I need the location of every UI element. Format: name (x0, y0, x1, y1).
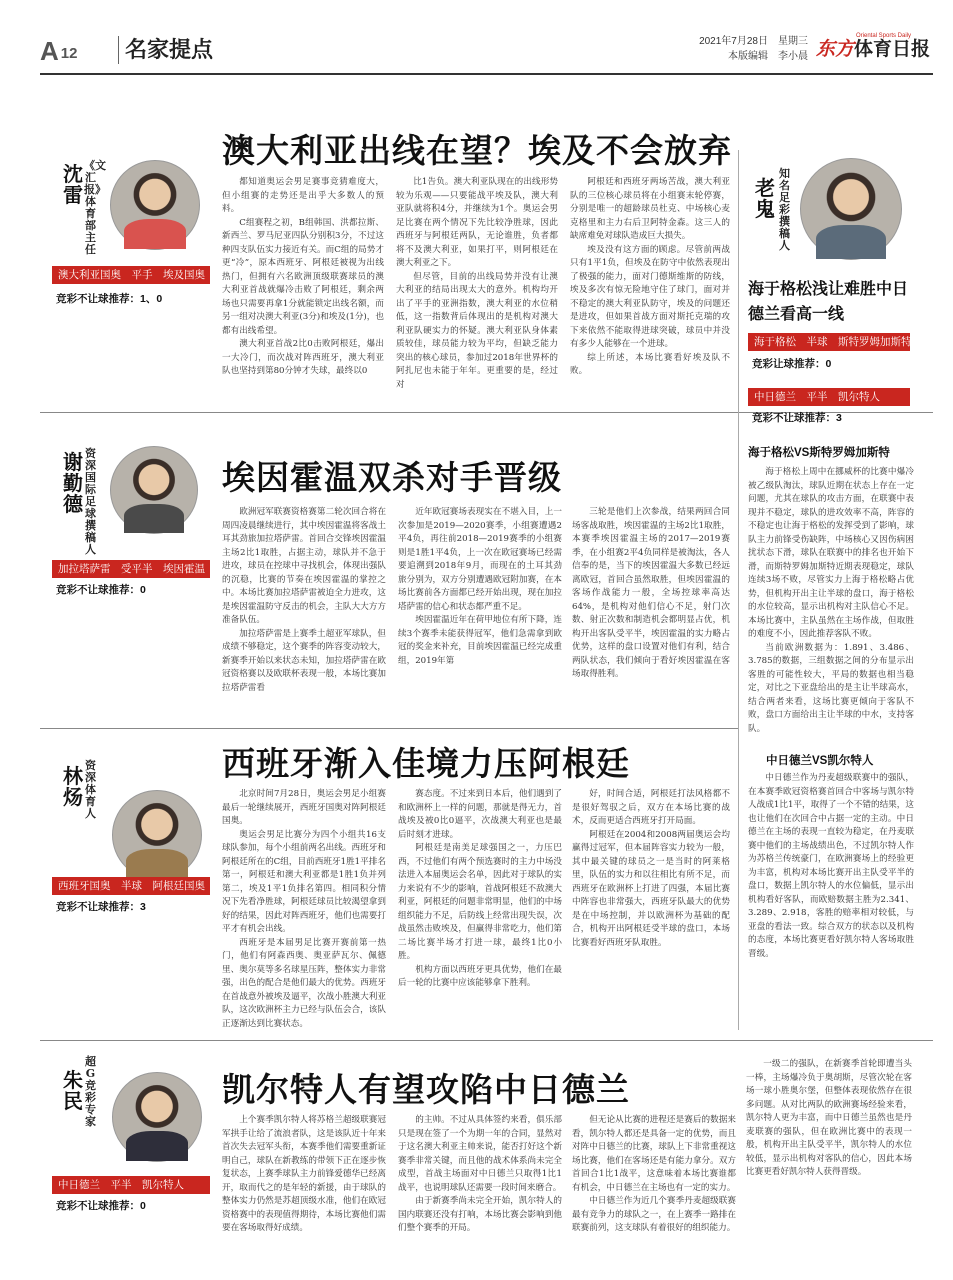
pick-label: 竞彩不让球推荐：0 (56, 584, 146, 596)
logo-east: 东方 (816, 39, 855, 60)
author-photo (110, 160, 200, 250)
article-column: 北京时间7月28日，奥运会男足小组赛最后一轮继续展开，西班牙国奥对阵阿根廷国奥。 奥运会男足比赛分为四个小组共16支球队参加，每个小组前两名出线。西班牙和阿根廷所在的C组，目前西班牙1胜1平排名第一，阿根廷和澳大利亚都是1胜1负并列第二，埃及1平1负排名第四。相同积分情况下先看净胜球，阿根廷球员比较渴望拿到好的结果，因此对阵西班牙，他们也需要打平才有机会出线。 西班牙是本届男足比赛开赛前第一热门，他们有阿森西奥、奥亚萨瓦尔、佩德里、奥尔莫等多名球星压阵，整体实力非常强，出色的配合是他们最大的优势。西班牙在首战意外被埃及逼平，次战小胜澳大利亚队，这次欧洲杯主力已经与队伍会合，该队正逐渐达到比赛状态。 (222, 789, 386, 1029)
side-subheading: 中日德兰VS凯尔特人 (766, 755, 874, 767)
article-column: 好，时间合适，阿根廷打法风格都不是很好驾驭之后，双方在本场比赛的战术，反而更适合西班牙打开局面。 阿根廷在2004和2008两届奥运会均赢得过冠军，但本届阵容实力较为一般，其中最关键的球员之一是当时的阿莱格里，队伍的实力和以往相比有所不足，而西班牙在欧洲杯上打进了四强，本届比赛中阵容也非常强大，西班牙队最大的优势是在中场控制，并以欧洲杯为基础的配合，机构开出阿根廷受半球的盘口，本场比赛看好西班牙队取胜。 (572, 789, 730, 948)
article-column: 欧洲冠军联赛资格赛第二轮次回合将在周四凌晨继续进行，其中埃因霍温将客战土耳其劲旅加拉塔萨雷。首回合交锋埃因霍温主场2比1取胜，占据主动，球队并不急于进攻，球员在控球中寻找机会，体现出强队的沉稳，比赛的节奏在埃因霍温的掌控之中。本场比赛加拉塔萨雷被迫全力进攻，这是埃因霍温防守反击的机会，主队大大方方准备队伍。 加拉塔萨雷是上赛季土超亚军球队，但成绩不够稳定，这个赛季的阵容变动较大，新赛季开始以来状态未知，加拉塔萨雷在欧冠资格赛以及欧联杯表现一般，本场比赛加拉塔萨雷看 (222, 507, 386, 693)
match-bar: 加拉塔萨雷 受平半 埃因霍温 (52, 560, 210, 578)
side-headline: 海于格松浅让难胜中日德兰看高一线 (748, 279, 909, 323)
side-author-title: 知名足彩撰稿人 (779, 167, 790, 252)
match-bar: 中日德兰 平半 凯尔特人 (52, 1176, 210, 1194)
side-match-bar: 中日德兰 平半 凯尔特人 (748, 388, 910, 406)
pick-label: 竞彩不让球推荐：3 (56, 901, 146, 913)
article-column: 上个赛季凯尔特人将苏格兰超级联赛冠军拱手让给了流浪者队，这是该队近十年来首次失去冠军头衔，本赛季他们需要重新证明自己，球队在新教练的带领下正在逐步恢复状态，上赛季球队主力前锋爱德华已经离开，取而代之的是年轻的新援，由于球队的整体实力仍然是苏超顶级水准，他们在欧冠资格赛中的表现值得期待，本场比赛他们需要在客场取得好成绩。 (222, 1115, 386, 1233)
side-pick-label: 竞彩不让球推荐：3 (752, 412, 842, 424)
side-column: 海于格松上周中在挪威杯的比赛中爆冷被乙级队淘汰，球队近期在状态上存在一定问题，尤其在球队的攻击方面，在联赛中表现并不稳定，球队的进攻效率不高，阵容的不稳定也让海于格松的发挥受到了影响，球队主力前锋受伤缺阵，中场核心又因伤病困扰状态下滑，球队在联赛中的排名也开始下滑，而斯特罗姆加斯特近期表现稳定，球队连续3场不败，尽管实力上海于格松略占优势，但机构开出主让半球的盘口，海于格松的水位较高，显示出机构对主队信心不足。本场比赛中，主队虽然在主场作战，但取胜的难度不小，因此推荐客队不败。 当前欧洲数据为：1.891、3.486、3.785的数据，三组数据之间的分布显示出客胜的可能性较大，平局的数据也相当稳定，对比之下亚盘给出的是主让半球高水，结合两者来看，这场比赛更倾向于客队不败，盘口方面给出主让半球的中水，支持客队。 (748, 467, 914, 734)
section-divider (40, 1040, 933, 1041)
author-title: 《文汇报》体育部主任 (84, 159, 106, 256)
article-headline: 西班牙渐入佳境力压阿根廷 (222, 744, 630, 783)
page-header (40, 30, 933, 70)
page-code: A 12 (40, 36, 78, 66)
section-divider (40, 728, 738, 729)
author-photo (112, 790, 202, 880)
side-author-photo (800, 158, 902, 260)
article-column: 阿根廷和西班牙两场苦战，澳大利亚队的三位核心球员将在小组赛末轮停赛，分别是唯一的超龄球员杜克、中场核心麦克格里和主力右后卫阿特金森。这三人的缺席难免对球队造成巨大损失。 埃及没有这方面的顾虑。尽管前两战只有1平1负，但埃及在防守中依然表现出了极强的能力，面对门德斯维斯的防线，埃及多次有惊无险地守住了球门，面对并不稳定的澳大利亚队防守，埃及的问题还是进攻，但如果首战方面对斯托克瑞的攻下来依然不能取得进球突破，球员中并没有多少人能够在一个进球。 综上所述，本场比赛看好埃及队不败。 (570, 177, 730, 376)
author-name: 林炀 (63, 764, 83, 809)
issue-meta (690, 34, 808, 64)
author-photo (112, 1072, 202, 1162)
side-author-name: 老鬼 (755, 176, 775, 221)
article-column: 比1告负。澳大利亚队现在的出线形势较为乐观——只要能战平埃及队，澳大利亚队就将积4分，并继续为1个。奥运会男足比赛在两个情况下先比较净胜球，因此西班牙与阿根廷两队，无论谁胜，负者都将不及澳大利亚，如果打平，则阿根廷在澳大利亚之下。 但尽管，目前的出线局势并没有让澳大利亚的结局出现太大的意外。机构均开出了平手的亚洲指数，澳大利亚的水位稍低，这一指数背后体现出的是机构对澳大利亚队硬实力的怀疑。澳大利亚队身体素质较佳，球员能力较为平均，但缺乏能力突出的核心球员，参加过2018年世界杯的阿扎尼也未能于年年。更重要的是，经过对 (396, 177, 558, 390)
author-name: 朱民 (63, 1068, 83, 1113)
article-column: 都知道奥运会男足赛事竞猜难度大，但小组赛的走势还是出乎大多数人的预料。 C组赛程之初，B组韩国、洪都拉斯、新西兰、罗马尼亚四队分别积3分，不过这种四支队伍实力接近有关。而C组的局势才更“冷”，原本西班牙、阿根廷被视为出线热门，但拥有六名欧洲顶级联赛球员的澳大利亚首战就爆冷击败了阿根廷，剩余两场也只需要再拿1分就能锁定出线名额，而另一组对决澳大利亚(3分)和埃及(1分)，也都有出线希望。 澳大利亚首战2比0击败阿根廷，爆出一大冷门，而次战对阵西班牙，澳大利亚队也坚持到第80分钟才失球，最终以0 (222, 177, 384, 376)
match-bar: 澳大利亚国奥 平手 埃及国奥 (52, 266, 210, 284)
side-subheading: 海于格松VS斯特罗姆加斯特 (748, 447, 890, 459)
side-pick-label: 竞彩让球推荐：0 (752, 358, 832, 370)
section-title: 名家提点 (118, 36, 213, 64)
article-headline: 澳大利亚出线在望？埃及不会放弃 (222, 131, 732, 170)
article-headline: 埃因霍温双杀对手晋级 (222, 458, 562, 497)
article-column: 近年欧冠赛场表现实在不堪入目，上一次参加是2019—2020赛季，小组赛遭遇2平4负，再往前2018—2019赛季的小组赛则是1胜1平4负，上一次在欧冠赛场已经需要追溯到2018年9月，而现在的土耳其劲旅分别为，双方分别遭遇欧冠附加赛，在本场比赛前各方面都已经开始出现，现在加拉塔萨雷的信心和状态都严重不足。 埃因霍温近年在荷甲地位有所下降，连续3个赛季未能获得冠军，他们急需拿到欧冠的奖金来补充，目前埃因霍温已经完成重组，2019年第 (398, 507, 562, 666)
pick-label: 竞彩不让球推荐：1、0 (56, 293, 163, 305)
article-column: 但无论从比赛的进程还是赛后的数据来看，凯尔特人都还是具备一定的优势，而且对阵中日德兰的比赛，球队上下非常重视这场比赛，他们在客场还是有能力拿分。双方首回合1比1战平，这意味着本场比赛谁都有机会，中日德兰在主场也有一定的实力。 中日德兰作为近几个赛季丹麦超级联赛最有竞争力的球队之一，在上赛季一路排在联赛前列，这支球队有着很好的组织能力。 (572, 1115, 736, 1233)
logo-rest: 体育日报 (854, 39, 931, 60)
author-title: 资深体育人 (85, 759, 96, 820)
author-name: 沈雷 (63, 162, 83, 207)
author-title: 超G竞彩专家 (85, 1055, 96, 1128)
side-match-bar: 海于格松 半球 斯特罗姆加斯特 (748, 333, 910, 351)
author-title: 资深国际足球撰稿人 (85, 447, 96, 556)
article-column: 赛态度。不过来到日本后，他们遇到了和欧洲杯上一样的问题，那就是得无力，首战埃及被0比0逼平，次战澳大利亚也是最后时刻才进球。 阿根廷是南美足球强国之一，力压巴西，不过他们有两个预选赛时的主力中场没法进入本届奥运会名单，因此对于球队的实力来说有不少的影响，首战阿根廷不敌澳大利亚，阿根廷的问题非常明显，他们的中场组织能力不足，后防线上经常出现失误，次战虽然击败埃及，但赢得非常吃力，他们第二场比赛半场才打进一球，最终1比0小胜。 机构方面以西班牙更具优势，他们在最后一轮的比赛中应该能够拿下胜利。 (398, 789, 562, 988)
pick-label: 竞彩不让球推荐：0 (56, 1200, 146, 1212)
article-column: 三轮是他们上次参战，结果两回合同场客战取胜，埃因霍温的主场2比1取胜，本赛季埃因霍温主场的2017—2019赛季，在小组赛2平4负同样是被淘汰，各人信奉的是，当下的埃因霍温大多数已经远离欧冠，首回合虽然取胜，但埃因霍温的客场作战能力一般，全场控球率高达64%，是机构对他们信心不足，射门次数、射正次数和制造机会都明显占优，机构开出客队受平半，埃因霍温的实力略占优势，这样的盘口设置对他们有利，结合两队状态，我们倾向于看好埃因霍温在客场取得胜利。 (572, 507, 730, 679)
sidebar-divider (738, 150, 739, 1030)
header-divider (40, 73, 933, 75)
issue-date: 2021年7月28日 星期三 (699, 36, 808, 47)
article-headline: 凯尔特人有望攻陷中日德兰 (222, 1070, 630, 1109)
author-photo (110, 446, 198, 534)
side-column: 中日德兰作为丹麦超级联赛中的强队，在本赛季欧冠资格赛首回合中客场与凯尔特人战成1比1平，取得了一个不错的结果，这也让他们在次回合中占据一定的主动。中日德兰在主场的表现一直较为稳定，在丹麦联赛中他们的主场战绩出色，不过凯尔特人作为苏格兰传统豪门，在欧洲赛场上的经验更为丰富，机构对本场比赛开出主队受平半的盘口，数据上凯尔特人的水位偏低，显示出机构看好客队，而欧赔数据主胜为2.341、3.289、2.918，客胜的赔率相对较低，与亚盘的看法一致。综合双方的状态以及机构的态度，本场比赛更看好凯尔特人客场取胜晋级。 (748, 773, 914, 959)
author-name: 谢勤德 (63, 450, 83, 516)
issue-editors: 本版编辑 李小晨 (728, 51, 808, 62)
logo-english: Oriental Sports Daily (856, 33, 912, 39)
newspaper-logo (816, 34, 936, 66)
article-column: 的主帅。不过从具体签约来看，俱乐部只是现在签了一个为期一年的合同，显然对于这名澳大利亚主帅来说，能否打好这个新赛季非常关键，而且他的战术体系尚未完全成型，首战主场面对中日德兰只取得1比1战平，也说明球队还需要一段时间来磨合。 由于新赛季尚未完全开始，凯尔特人的国内联赛还没有打响，本场比赛会影响到他们整个赛季的开局。 (398, 1115, 562, 1233)
article-column: 一级二的强队，在新赛季首轮即遭当头一棒，主场爆冷负于奥胡斯，尽管次轮在客场一球小胜奥尔堡，但整体表现依然存在很多问题。从对比两队的欧洲赛场经验来看，凯尔特人更为丰富，而中日德兰虽然也是丹麦联赛的强队，但在欧洲比赛中的表现一般，机构开出主队受平半，凯尔特人的水位较低，显示出机构对客队的信心，因此本场比赛更看好凯尔特人获得晋级。 (746, 1059, 912, 1177)
match-bar: 西班牙国奥 半球 阿根廷国奥 (52, 877, 210, 895)
